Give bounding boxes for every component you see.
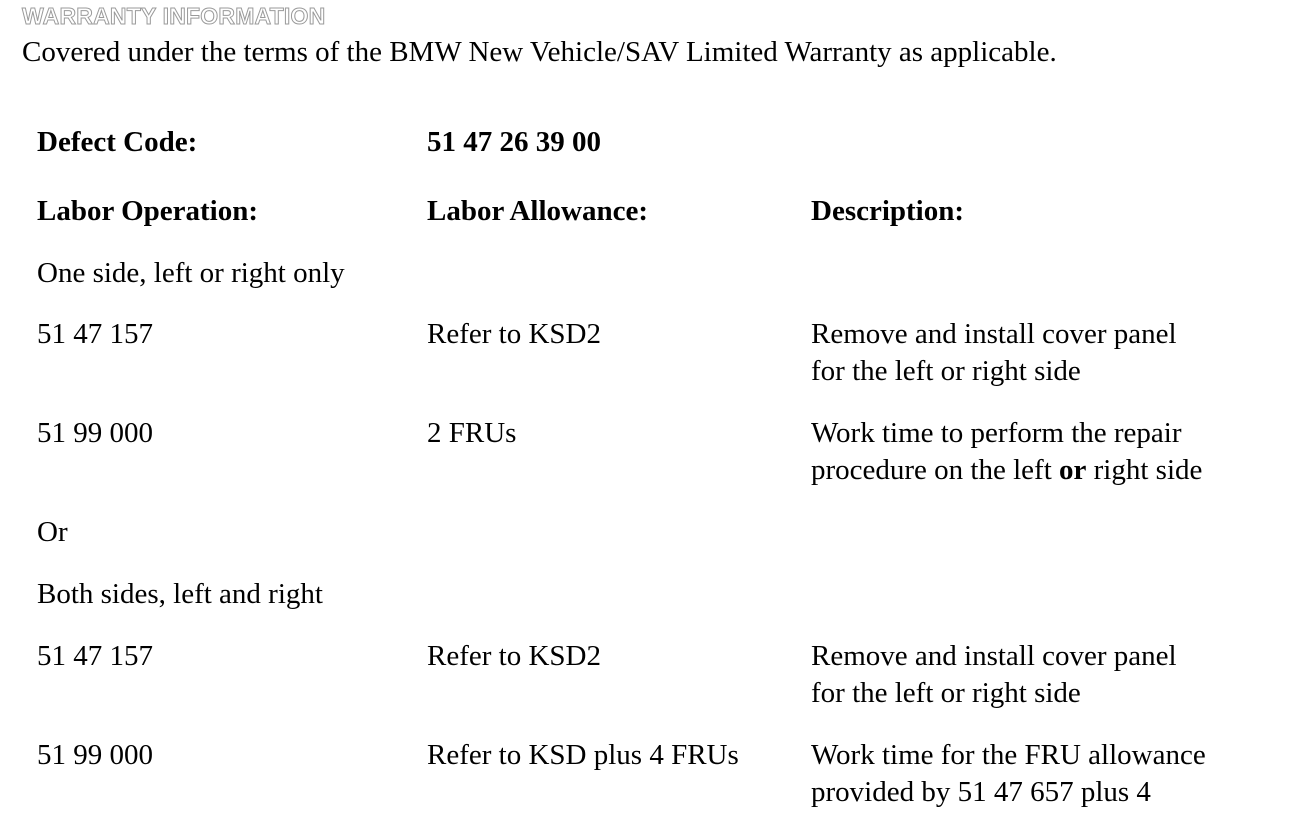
description-text: Remove and install cover panel <box>811 318 1177 350</box>
description-header: Description: <box>811 195 965 227</box>
description-text: provided by 51 47 657 plus 4 <box>811 776 1151 808</box>
labor-operation-code: 51 47 157 <box>37 318 153 350</box>
description-text: Remove and install cover panel <box>811 640 1177 672</box>
emphasis-or: or <box>1059 454 1087 486</box>
labor-allowance-value: Refer to KSD2 <box>427 318 601 350</box>
section-title-one-side: One side, left or right only <box>37 257 345 289</box>
labor-operation-code: 51 47 157 <box>37 640 153 672</box>
section-heading: WARRANTY INFORMATION <box>22 3 326 29</box>
labor-operation-code: 51 99 000 <box>37 417 153 449</box>
labor-operation-header: Labor Operation: <box>37 195 258 227</box>
labor-operation-code: 51 99 000 <box>37 739 153 771</box>
description-text <box>811 452 1202 489</box>
description-text: for the left or right side <box>811 677 1081 709</box>
labor-allowance-value: Refer to KSD2 <box>427 640 601 672</box>
description-text: Work time for the FRU allowance <box>811 739 1206 771</box>
defect-code-value: 51 47 26 39 00 <box>427 126 601 158</box>
description-text: Work time to perform the repair <box>811 417 1182 449</box>
section-title-both-sides: Both sides, left and right <box>37 578 323 610</box>
description-text: for the left or right side <box>811 355 1081 387</box>
description-text-part: right side <box>1086 454 1203 486</box>
labor-allowance-value: Refer to KSD plus 4 FRUs <box>427 739 739 771</box>
warranty-coverage-statement: Covered under the terms of the BMW New Vehicle/SAV Limited Warranty as applicable. <box>22 36 1057 68</box>
description-text-part: procedure on the left <box>811 454 1060 486</box>
labor-allowance-header: Labor Allowance: <box>427 195 648 227</box>
defect-code-label: Defect Code: <box>37 126 198 158</box>
alternative-separator: Or <box>37 516 68 548</box>
labor-allowance-value: 2 FRUs <box>427 417 517 449</box>
